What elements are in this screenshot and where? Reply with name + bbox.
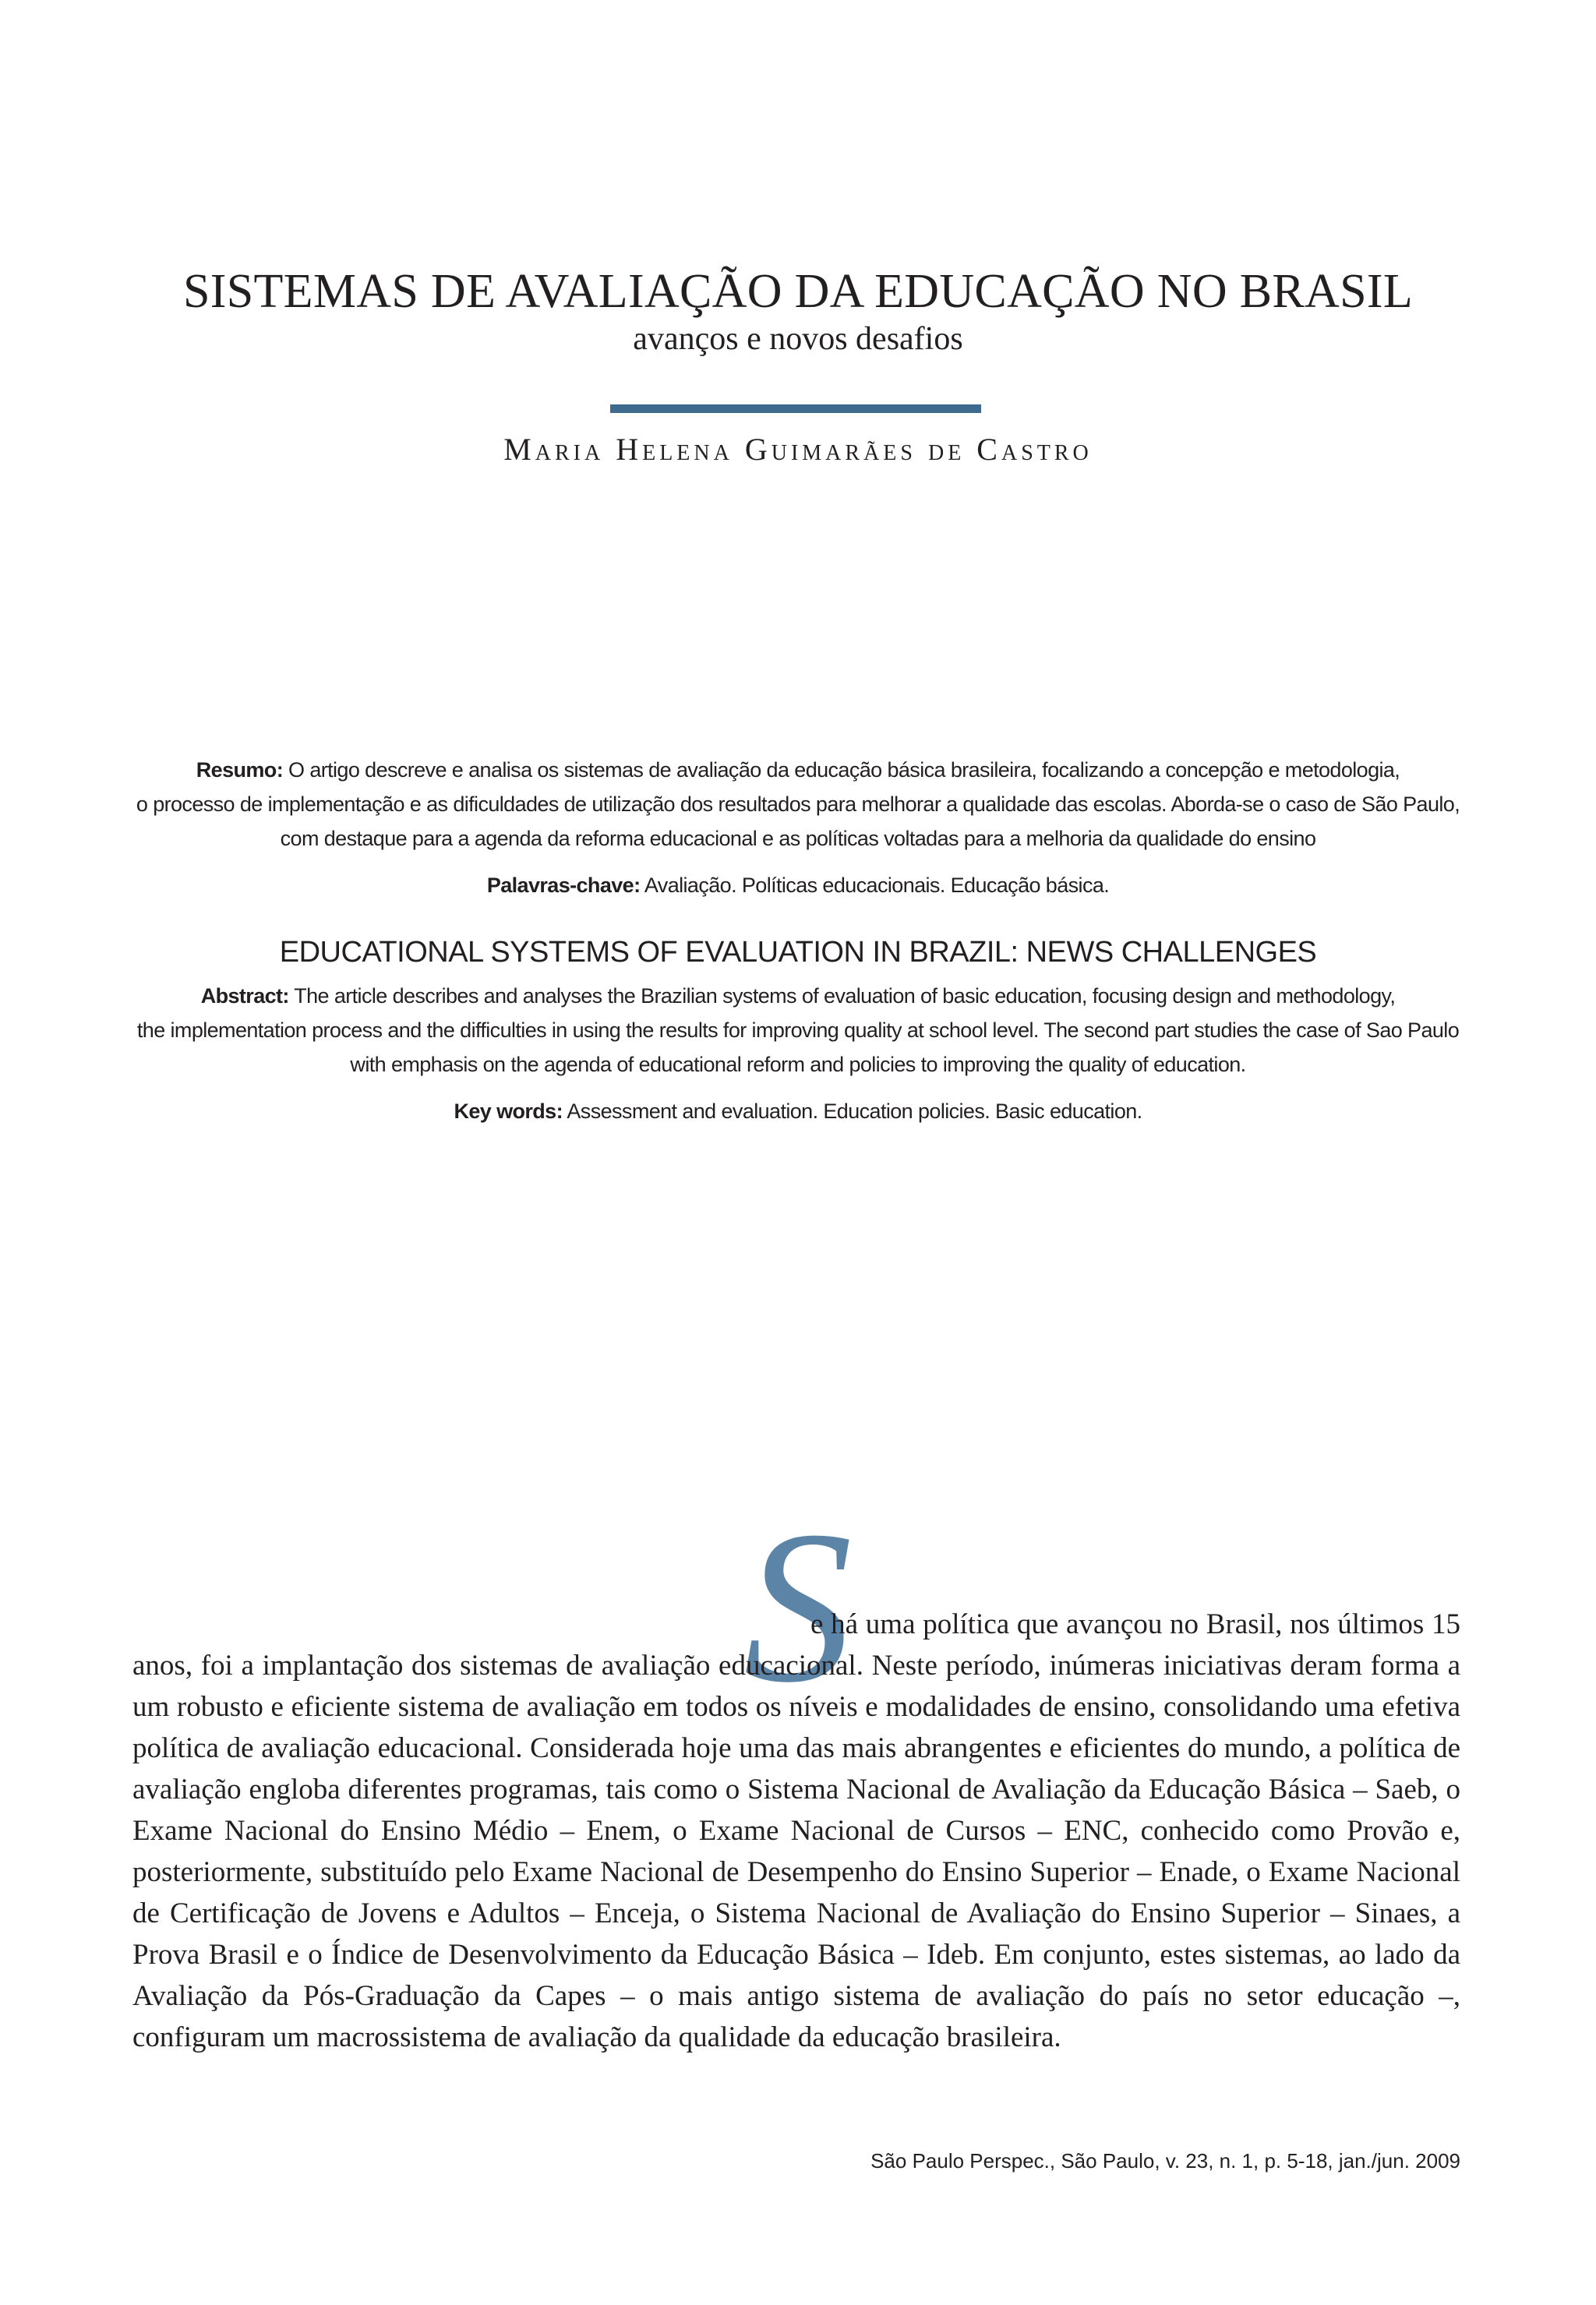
palavras-chave-label: Palavras-chave: <box>486 874 641 897</box>
author-name: Maria Helena Guimarães de Castro <box>503 432 1093 467</box>
abstract-line-1 <box>125 979 1471 1013</box>
body-text: e há uma política que avançou no Brasil, nos últimos 15 anos, foi a implantação dos sistemas de avaliação educacional. Neste período, inúmeras iniciativas deram forma a um robusto e eficiente sistema de avaliação em todos os níveis e modalidades de ensino, consolidando uma efetiva política de avaliação educacional. Considerada hoje uma das mais abrangentes e eficientes do mundo, a política de avaliação engloba diferentes programas, tais como o Sistema Nacional de Avaliação da Educação Básica – Saeb, o Exame Nacional do Ensino Médio – Enem, o Exame Nacional de Cursos – ENC, conhecido como Provão e, posteriormente, substituído pelo Exame Nacional de Desempenho do Ensino Superior – Enade, o Exame Nacional de Certificação de Jovens e Adultos – Enceja, o Sistema Nacional de Avaliação do Ensino Superior – Sinaes, a Prova Brasil e o Índice de Desenvolvimento da Educação Básica – Ideb. Em conjunto, estes sistemas, ao lado da Avaliação da Pós-Graduação da Capes – o mais antigo sistema de avaliação do país no setor educação –, configuram um macrossistema de avaliação da qualidade da educação brasileira. <box>132 1608 1460 2053</box>
resumo-block <box>125 753 1471 856</box>
abstract-text-1: The article describes and analyses the Brazilian systems of evaluation of basic education, focusing design and methodology, <box>288 984 1396 1008</box>
article-subtitle: avanços e novos desafios <box>633 321 963 357</box>
abstract-block <box>125 979 1471 1082</box>
resumo-line-3: com destaque para a agenda da reforma educacional e as políticas voltadas para a melhoria da qualidade do ensino <box>280 827 1316 850</box>
title-divider <box>610 404 981 413</box>
palavras-chave-block <box>125 868 1471 902</box>
abstract-line-2: the implementation process and the difficulties in using the results for improving quality at school level. The second part studies the case of Sao Paulo <box>136 1018 1460 1042</box>
resumo-line-1 <box>125 753 1471 787</box>
english-title-block <box>125 935 1471 969</box>
abstract-label: Abstract: <box>200 984 289 1008</box>
article-title: SISTEMAS DE AVALIAÇÃO DA EDUCAÇÃO NO BRASIL <box>182 265 1413 318</box>
english-title: EDUCATIONAL SYSTEMS OF EVALUATION IN BRAZIL: NEWS CHALLENGES <box>279 936 1317 969</box>
palavras-chave-text: Avaliação. Políticas educacionais. Educação básica. <box>640 874 1110 897</box>
drop-cap: S <box>743 1485 853 1728</box>
body-paragraph <box>132 1604 1460 2058</box>
citation-footer: São Paulo Perspec., São Paulo, v. 23, n. 1, p. 5-18, jan./jun. 2009 <box>870 2149 1460 2173</box>
key-words-text: Assessment and evaluation. Education policies. Basic education. <box>562 1100 1142 1123</box>
key-words-label: Key words: <box>454 1100 563 1123</box>
abstract-line-3: with emphasis on the agenda of educational reform and policies to improving the quality of education. <box>350 1053 1246 1076</box>
resumo-text-1: O artigo descreve e analisa os sistemas de avaliação da educação básica brasileira, focalizando a concepção e metodologia, <box>283 758 1400 782</box>
resumo-label: Resumo: <box>196 758 284 782</box>
palavras-chave <box>125 868 1471 902</box>
key-words-block <box>125 1094 1471 1128</box>
resumo-line-2: o processo de implementação e as dificuldades de utilização dos resultados para melhorar a qualidade das escolas. Aborda-se o caso de São Paulo, <box>136 792 1460 816</box>
key-words <box>125 1094 1471 1128</box>
